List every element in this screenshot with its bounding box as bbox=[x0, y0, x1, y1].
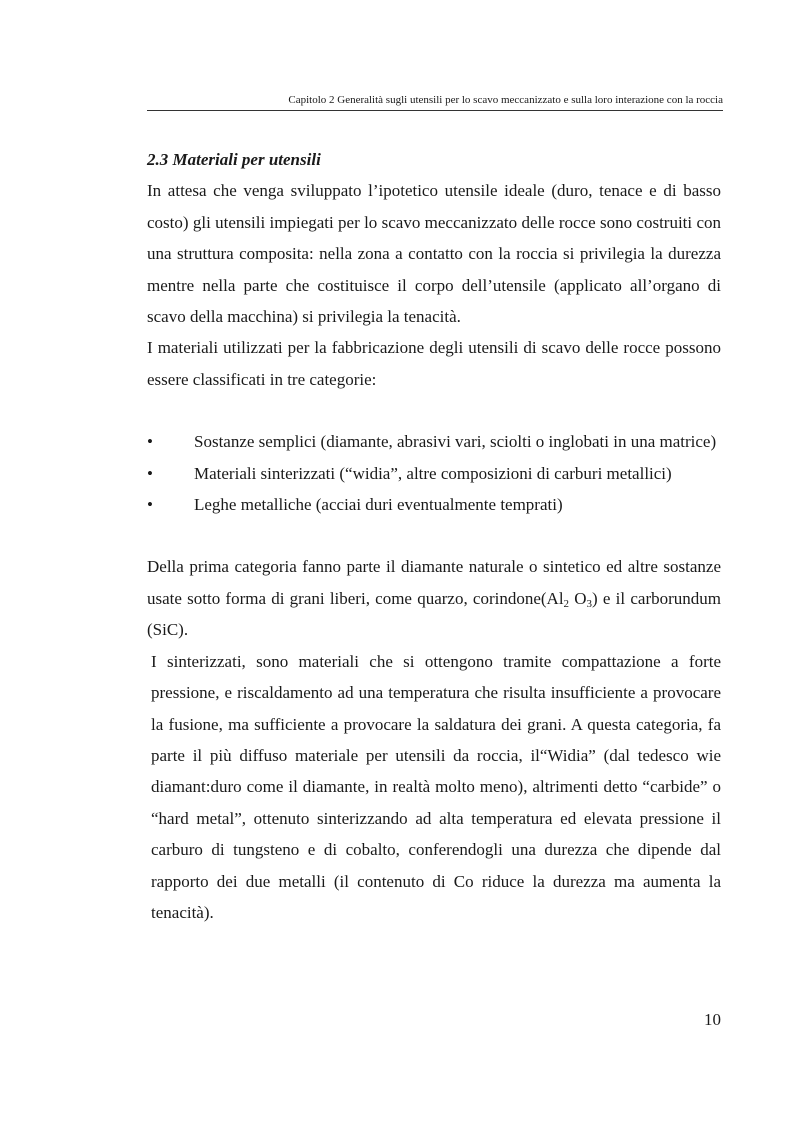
list-item bbox=[147, 489, 721, 520]
first-category-text-post: ) e il carborundum (SiC). bbox=[147, 588, 721, 640]
subscript-2: 2 bbox=[563, 597, 570, 610]
spacer bbox=[147, 520, 721, 551]
categories-intro-paragraph: I materiali utilizzati per la fabbricazione degli utensili di scavo delle rocce possono essere classificati in tre categorie: bbox=[147, 338, 721, 389]
running-header: Capitolo 2 Generalità sugli utensili per lo scavo meccanizzato e sulla loro interazione con la roccia bbox=[288, 94, 723, 106]
page-number: 10 bbox=[704, 1010, 721, 1029]
header-rule bbox=[147, 110, 723, 111]
bullet-icon: • bbox=[147, 463, 153, 483]
subscript-3: 3 bbox=[586, 597, 593, 610]
list-item-text: Sostanze semplici (diamante, abrasivi vari, sciolti o inglobati in una matrice) bbox=[194, 432, 717, 452]
section-title: 2.3 Materiali per utensili bbox=[147, 150, 321, 169]
first-category-paragraph bbox=[147, 551, 721, 645]
list-item bbox=[147, 426, 721, 457]
categories-list bbox=[147, 426, 721, 520]
page-body bbox=[147, 144, 721, 928]
first-category-text-mid: O bbox=[574, 588, 587, 608]
bullet-icon: • bbox=[147, 432, 153, 452]
list-item-text: Materiali sinterizzati (“widia”, altre composizioni di carburi metallici) bbox=[194, 463, 672, 483]
spacer bbox=[147, 395, 721, 426]
list-item bbox=[147, 458, 721, 489]
intro-paragraph: In attesa che venga sviluppato l’ipotetico utensile ideale (duro, tenace e di basso costo) gli utensili impiegati per lo scavo meccanizzato delle rocce sono costruiti con una struttura composita: nella zona a contatto con la roccia si privilegia la durezza mentre nella parte che costituisce il corpo dell’utensile (applicato all’organo di scavo della macchina) si privilegia la tenacità. bbox=[147, 181, 721, 327]
first-category-text-pre: Della prima categoria fanno parte il diamante naturale o sintetico ed altre sostanze usate sotto forma di grani liberi, come quarzo, corindone(Al bbox=[147, 557, 721, 608]
sintered-paragraph: I sinterizzati, sono materiali che si ottengono tramite compattazione a forte pressione, e riscaldamento ad una temperatura che risulta insufficiente a provocare la fusione, ma sufficiente a provocare la saldatura dei grani. A questa categoria, fa parte il più diffuso materiale per utensili da roccia, il“Widia” (dal tedesco wie diamant:duro come il diamante, in realtà molto meno), altrimenti detto “carbide” o “hard metal”, ottenuto sinterizzando ad alta temperatura ed elevata pressione il carburo di tungsteno e di cobalto, conferendogli una durezza che dipende dal rapporto dei due metalli (il contenuto di Co riduce la durezza ma aumenta la tenacità). bbox=[151, 651, 721, 922]
list-item-text: Leghe metalliche (acciai duri eventualmente temprati) bbox=[194, 495, 563, 515]
bullet-icon: • bbox=[147, 495, 153, 515]
